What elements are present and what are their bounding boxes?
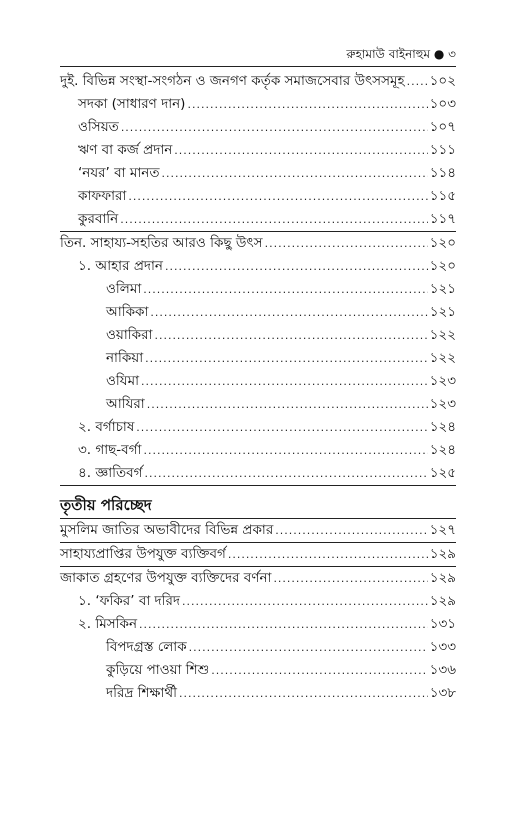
toc-entry — [60, 519, 456, 542]
toc-entry — [60, 682, 456, 705]
toc-entry-page: ১২৯ — [429, 546, 456, 562]
toc-entry-title: নাকিয়া — [106, 350, 144, 366]
toc-entry-title: তিন. সাহায্য-সহতির আরও কিছু উৎস — [60, 235, 263, 251]
toc-entry — [60, 567, 456, 590]
dot-leader — [273, 567, 427, 590]
dot-leader — [145, 462, 428, 485]
toc-entry-page: ১২৫ — [429, 465, 456, 481]
toc-entry-title: ২. বর্গাচাষ — [78, 419, 135, 435]
toc-entry-title: ৪. জ্ঞাতিবর্গ — [78, 465, 143, 481]
toc-entry-page: ১২৪ — [429, 419, 456, 435]
dot-leader — [143, 439, 427, 462]
dot-leader — [407, 70, 428, 93]
toc-entry-page: ১২০ — [429, 258, 456, 274]
toc-entry-title: সদকা (সাধারণ দান) — [78, 96, 186, 112]
dot-leader — [179, 682, 428, 705]
toc-entry-title: বিপদগ্রস্ত লোক — [106, 639, 187, 655]
toc-entry-page: ১২৭ — [429, 522, 456, 538]
toc-entry — [60, 347, 456, 370]
toc-entry — [60, 162, 456, 185]
toc-entry — [60, 324, 456, 347]
toc-entry-title: ১. ‘ফকির’ বা দরিদ — [78, 593, 181, 609]
toc-entry-page: ১২৯ — [429, 570, 456, 586]
dot-leader — [121, 116, 428, 139]
toc-entry-title: ওযিমা — [106, 373, 139, 389]
toc-section-2 — [60, 232, 456, 485]
dot-leader — [141, 370, 428, 393]
running-header-text: রুহামাউ বাইনাহুম ● ৩ — [346, 47, 456, 61]
dot-leader — [275, 519, 427, 542]
toc-entry-title: ওলিমা — [106, 281, 142, 297]
toc-entry — [60, 462, 456, 485]
toc-entry — [60, 255, 456, 278]
toc-entry — [60, 543, 456, 566]
toc-entry-title: সাহায্যপ্রাপ্তির উপযুক্ত ব্যক্তিবর্গ — [60, 546, 226, 562]
toc-entry — [60, 393, 456, 416]
toc-entry — [60, 70, 456, 93]
chapter-heading: তৃতীয় পরিচ্ছেদ — [60, 496, 152, 514]
toc-entry-title: দুই. বিভিন্ন সংস্থা-সংগঠন ও জনগণ কর্তৃক সমাজসেবার উৎসসমূহ — [60, 73, 405, 89]
toc-entry-page: ১২৩ — [429, 396, 456, 412]
toc-entry-title: কুড়িয়ে পাওয়া শিশু — [106, 662, 210, 678]
toc-entry-page: ১২৩ — [429, 373, 456, 389]
header-rule — [60, 66, 456, 67]
toc-entry-title: আযিরা — [106, 396, 145, 412]
dot-leader — [143, 278, 427, 301]
toc-entry-title: কাফফারা — [78, 188, 127, 204]
section-divider — [60, 485, 456, 486]
toc-entry-page: ১২১ — [429, 281, 456, 297]
dot-leader — [165, 255, 428, 278]
dot-leader — [139, 613, 428, 636]
toc-entry-page: ১৩১ — [429, 616, 456, 632]
toc-entry-title: ৩. গাছ-বর্গা — [78, 442, 142, 458]
dot-leader — [128, 185, 427, 208]
toc-entry — [60, 93, 456, 116]
toc-entry-title: ঋণ বা কর্জ প্রদান — [78, 142, 173, 158]
toc-entry-title: ১. আহার প্রদান — [78, 258, 163, 274]
dot-leader — [145, 347, 428, 370]
toc-entry-page: ১১৭ — [429, 211, 456, 227]
toc-entry-title: মুসলিম জাতির অভাবীদের বিভিন্ন প্রকার — [60, 522, 274, 538]
toc-entry-page: ১০২ — [429, 73, 456, 89]
toc-entry-page: ১১৪ — [429, 165, 456, 181]
dot-leader — [265, 232, 428, 255]
toc-entry-page: ১২৪ — [429, 442, 456, 458]
dot-leader — [136, 416, 427, 439]
dot-leader — [174, 139, 427, 162]
toc-entry — [60, 370, 456, 393]
dot-leader — [154, 324, 427, 347]
toc-entry — [60, 278, 456, 301]
toc-entry-page: ১২০ — [429, 235, 456, 251]
toc-entry — [60, 636, 456, 659]
dot-leader — [211, 659, 427, 682]
toc-entry-page: ১০৩ — [429, 96, 456, 112]
toc-entry-title: দরিদ্র শিক্ষার্থী — [106, 685, 177, 701]
toc-entry-page: ১১১ — [429, 142, 456, 158]
dot-leader — [189, 636, 428, 659]
toc-entry-title: ওসিয়ত — [78, 119, 119, 135]
toc-entry-title: ওয়াকিরা — [106, 327, 153, 343]
toc-entry-page: ১৩৩ — [429, 639, 456, 655]
table-of-contents — [60, 70, 456, 705]
toc-entry-page: ১২৯ — [429, 593, 456, 609]
toc-entry — [60, 208, 456, 231]
toc-entry — [60, 232, 456, 255]
toc-entry — [60, 439, 456, 462]
toc-entry-page: ১০৭ — [429, 119, 456, 135]
toc-section-4 — [60, 543, 456, 566]
toc-entry-page: ১২২ — [429, 327, 456, 343]
toc-entry — [60, 613, 456, 636]
running-header — [60, 42, 456, 66]
dot-leader — [187, 93, 427, 116]
toc-entry — [60, 139, 456, 162]
toc-entry-page: ১২২ — [429, 350, 456, 366]
dot-leader — [228, 543, 428, 566]
toc-entry-page: ১১৫ — [429, 188, 456, 204]
toc-entry-page: ১৩৬ — [429, 662, 456, 678]
toc-section-1 — [60, 70, 456, 231]
toc-entry-page: ১৩৮ — [429, 685, 456, 701]
dot-leader — [150, 301, 427, 324]
toc-entry-title: ২. মিসকিন — [78, 616, 138, 632]
toc-entry — [60, 185, 456, 208]
toc-entry — [60, 116, 456, 139]
toc-entry — [60, 590, 456, 613]
toc-entry-page: ১২১ — [429, 304, 456, 320]
toc-entry — [60, 659, 456, 682]
dot-leader — [120, 208, 427, 231]
toc-entry — [60, 416, 456, 439]
toc-entry-title: আকিকা — [106, 304, 149, 320]
toc-section-3 — [60, 519, 456, 542]
toc-entry-title: কুরবানি — [78, 211, 119, 227]
toc-entry-title: জাকাত গ্রহণের উপযুক্ত ব্যক্তিদের বর্ণনা — [60, 570, 272, 586]
dot-leader — [147, 393, 428, 416]
toc-entry-title: ‘নযর’ বা মানত — [78, 165, 160, 181]
toc-section-5 — [60, 567, 456, 705]
dot-leader — [182, 590, 428, 613]
dot-leader — [161, 162, 427, 185]
toc-entry — [60, 301, 456, 324]
